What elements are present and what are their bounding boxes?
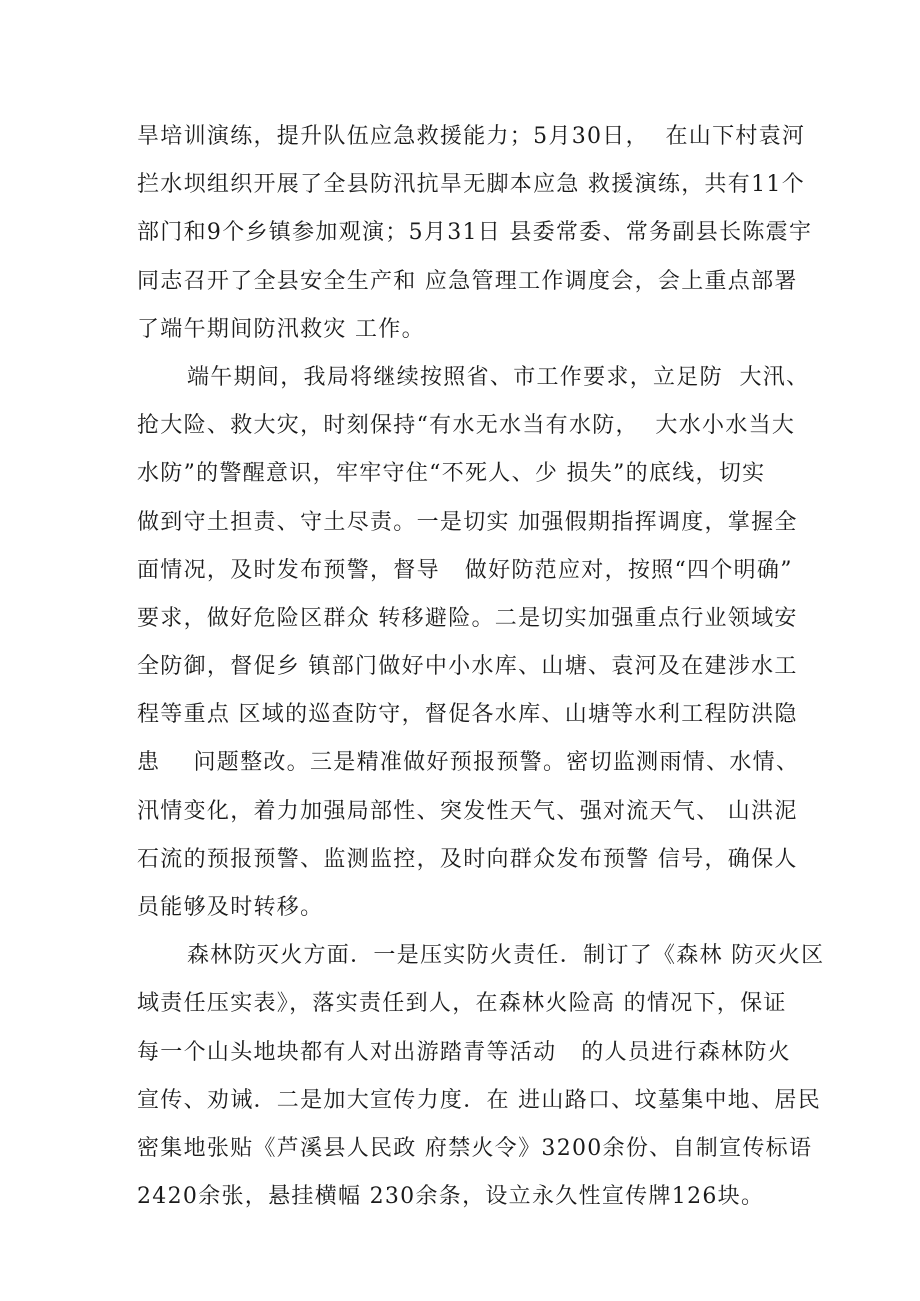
paragraph-1 [137,113,813,354]
text-line: 要求，做好危险区群众 转移避险。二是切实加强重点行业领域安 [137,605,798,631]
text-line: 程等重点 区域的巡查防守，督促各水库、山塘等水利工程防洪隐 [137,702,798,728]
text-line: 端午期间，我局将继续按照省、市工作要求，立足防 大汛、 [187,364,810,390]
text-line: 旱培训演练，提升队伍应急救援能力；5月30日， 在山下村袁河 [137,124,806,149]
text-line: 面情况，及时发布预警，督导 做好防范应对，按照“四个明确” [137,557,793,583]
text-line: 同志召开了全县安全生产和 应急管理工作调度会，会上重点部署 [137,268,798,294]
text-line: 宣传、劝诫．二是加大宣传力度．在 进山路口、坟墓集中地、居民 [137,1087,821,1113]
text-line: 拦水坝组织开展了全县防汛抗旱无脚本应急 救援演练，共有11个 [137,172,805,198]
text-line: 水防”的警醒意识，牢牢守住“不死人、少 损失”的底线，切实 [137,461,766,487]
paragraph-2 [137,354,810,932]
document-body [137,113,825,1221]
text-line: 抢大险、救大灾，时刻保持“有水无水当有水防， 大水小水当大 [137,413,796,439]
paragraph-3 [137,932,825,1221]
text-line: 了端午期间防汛救灾 工作。 [137,316,425,342]
text-line: 森林防灭火方面．一是压实防火责任．制订了《森林 防灭火区 [187,943,825,969]
text-line: 做到守土担责、守土尽责。一是切实 加强假期指挥调度，掌握全 [137,509,798,535]
text-line: 员能够及时转移。 [137,895,324,920]
text-line: 全防御，督促乡 镇部门做好中小水库、山塘、袁河及在建涉水工 [137,654,798,680]
text-line: 汛情变化，着力加强局部性、突发性天气、强对流天气、 山洪泥 [137,798,798,824]
text-line: 石流的预报预警、监测监控，及时向群众发布预警 信号，确保人 [137,846,798,872]
text-line: 2420余张，悬挂横幅 230余条，设立永久性宣传牌126块。 [137,1184,765,1210]
text-line: 密集地张贴《芦溪县人民政 府禁火令》3200余份、自制宣传标语 [137,1135,813,1161]
text-line: 每一个山头地块都有人对出游踏青等活动 的人员进行森林防火 [137,1039,791,1065]
text-line: 部门和9个乡镇参加观演；5月31日 县委常委、常务副县长陈震宇 [137,220,813,246]
text-line: 域责任压实表》，落实责任到人，在森林火险高 的情况下，保证 [137,991,787,1017]
text-line: 患 问题整改。三是精准做好预报预警。密切监测雨情、水情、 [137,750,800,776]
